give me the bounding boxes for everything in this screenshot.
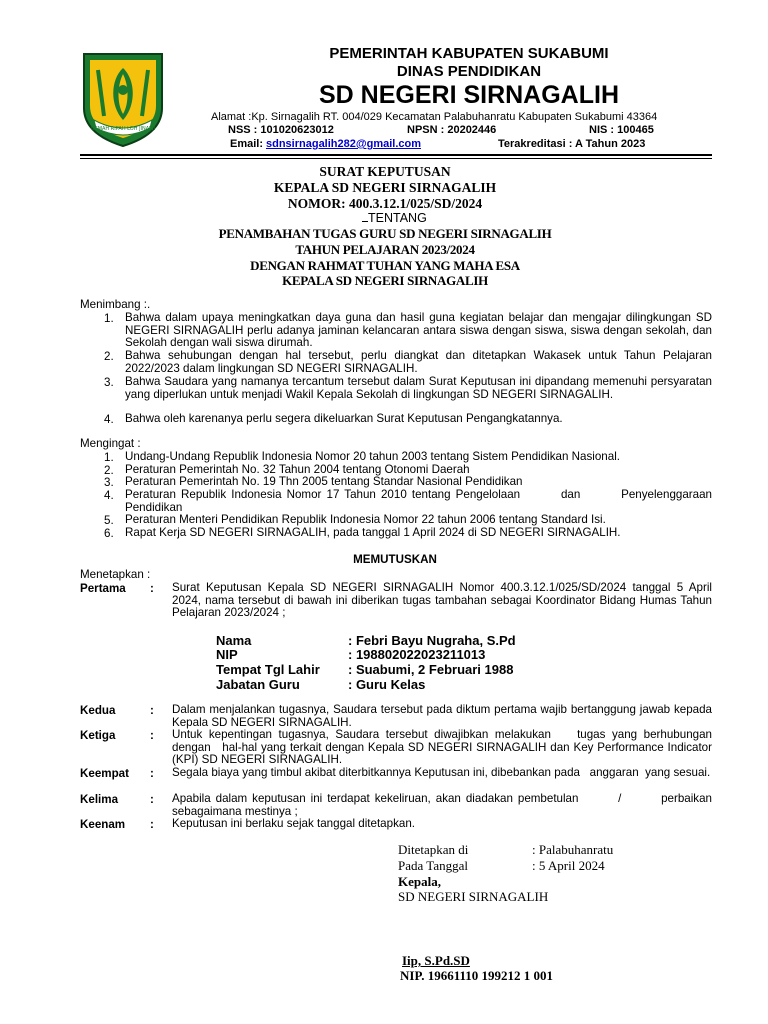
- identity-label: Tempat Tgl Lahir: [216, 662, 320, 677]
- menimbang-number: 2.: [104, 350, 114, 363]
- clause-colon: :: [150, 729, 154, 742]
- mengingat-item: Peraturan Pemerintah No. 32 Tahun 2004 tentang Otonomi Daerah: [125, 463, 470, 476]
- mengingat-item: Peraturan Pemerintah No. 19 Thn 2005 tentang Standar Nasional Pendidikan: [125, 475, 523, 488]
- mengingat-item: Peraturan Menteri Pendidikan Republik Indonesia Nomor 22 tahun 2006 tentang Standard Isi.: [125, 513, 606, 526]
- mengingat-number: 2.: [104, 464, 114, 477]
- clause-colon: :: [150, 582, 154, 595]
- menimbang-number: 1.: [104, 312, 114, 325]
- clause-label: Keempat: [80, 767, 129, 780]
- doc-invocation: DENGAN RAHMAT TUHAN YANG MAHA ESA: [250, 258, 520, 273]
- regency-emblem-logo: [80, 50, 166, 148]
- menimbang-item: Bahwa sehubungan dengan hal tersebut, perlu diangkat dan ditetapkan Wakasek untuk Tahun Pelajaran 2022/2023 dalam lingkungan SD NEGERI SIRNAGALIH.: [125, 349, 712, 375]
- identity-label: Nama: [216, 633, 252, 648]
- clause-label: Pertama: [80, 582, 126, 595]
- identity-label: Jabatan Guru: [216, 677, 300, 692]
- identity-value: : Febri Bayu Nugraha, S.Pd: [348, 633, 516, 648]
- signature-place-label: Ditetapkan di: [398, 842, 469, 857]
- clause-text: Dalam menjalankan tugasnya, Saudara tersebut pada diktum pertama wajib bertanggung jawab kepada Kepala SD NEGERI SIRNAGALIH.: [172, 703, 712, 729]
- signature-position: Kepala,: [398, 874, 441, 889]
- clause-colon: :: [150, 767, 154, 780]
- mengingat-number: 4.: [104, 489, 114, 502]
- header-accreditation: Terakreditasi : A Tahun 2023: [498, 138, 646, 150]
- clause-label: Kedua: [80, 704, 116, 717]
- mengingat-number: 1.: [104, 451, 114, 464]
- identity-value: : 198802022023211013: [348, 647, 486, 662]
- clause-label: Ketiga: [80, 729, 116, 742]
- header-address: Alamat :Kp. Sirnagalih RT. 004/029 Kecamatan Palabuhanratu Kabupaten Sukabumi 43364: [211, 111, 658, 123]
- doc-subject: PENAMBAHAN TUGAS GURU SD NEGERI SIRNAGALIH: [218, 226, 552, 241]
- logo-motto: GEMAH RIPAH LOH JINAWI: [90, 126, 156, 132]
- mengingat-item: Undang-Undang Republik Indonesia Nomor 20 tahun 2003 tentang Sistem Pendidikan Nasional.: [125, 450, 620, 463]
- doc-title-issuer: KEPALA SD NEGERI SIRNAGALIH: [273, 180, 497, 195]
- mengingat-heading: Mengingat :: [80, 437, 141, 450]
- clause-label: Keenam: [80, 818, 126, 831]
- menimbang-item: Bahwa dalam upaya meningkatkan daya guna dan hasil guna kegiatan belajar dan mengajar dilingkungan SD NEGERI SIRNAGALIH perlu adanya jaminan kelancaran antara siswa dengan siswa, siswa dengan sekolah, dan Sekolah dengan wali siswa dirumah.: [125, 311, 712, 349]
- mengingat-item: Rapat Kerja SD NEGERI SIRNAGALIH, pada tanggal 1 April 2024 di SD NEGERI SIRNAGALIH.: [125, 526, 621, 539]
- header-email-link[interactable]: sdnsirnagalih282@gmail.com: [266, 138, 421, 150]
- header-npsn: NPSN : 20202446: [407, 124, 497, 136]
- memutuskan-heading: MEMUTUSKAN: [353, 553, 437, 566]
- clause-text: Untuk kepentingan tugasnya, Saudara tersebut diwajibkan melakukan tugas yang berhubungan dengan hal-hal yang terkait dengan Kepala SD NEGERI SIRNAGALIH dan Key Performance Indicator (KPI) SD NEGERI SIRNAGALIH.: [172, 728, 716, 766]
- doc-about: TENTANG: [362, 211, 427, 225]
- menimbang-number: 3.: [104, 376, 114, 389]
- header-nis: NIS : 100465: [589, 124, 654, 136]
- signature-nip: NIP. 19661110 199212 1 001: [400, 968, 554, 983]
- menimbang-heading: Menimbang :.: [80, 298, 151, 311]
- signature-name: Iip, S.Pd.SD: [402, 953, 470, 968]
- clause-text: Apabila dalam keputusan ini terdapat kekeliruan, akan diadakan pembetulan / perbaikan sebagaimana mestinya ;: [172, 792, 716, 818]
- header-divider-thick: [80, 154, 712, 156]
- doc-academic-year: TAHUN PELAJARAN 2023/2024: [295, 242, 475, 257]
- clause-text: Segala biaya yang timbul akibat diterbitkannya Keputusan ini, dibebankan pada anggaran yang sesuai.: [172, 766, 711, 779]
- header-email-label: Email:: [230, 138, 264, 150]
- header-nss: NSS : 101020623012: [228, 124, 334, 136]
- clause-colon: :: [150, 704, 154, 717]
- menimbang-item: Bahwa Saudara yang namanya tercantum tersebut dalam Surat Keputusan ini dipandang memenuhi persyaratan yang diperlukan untuk menjadi Wakil Kepala Sekolah di lingkungan SD NEGERI SIRNAGALIH.: [125, 375, 712, 401]
- clause-text: Keputusan ini berlaku sejak tanggal ditetapkan.: [172, 817, 415, 830]
- mengingat-number: 6.: [104, 527, 114, 540]
- identity-value: : Suabumi, 2 Februari 1988: [348, 662, 514, 677]
- menetapkan-heading: Menetapkan :: [80, 568, 151, 581]
- header-government: PEMERINTAH KABUPATEN SUKABUMI: [329, 45, 609, 62]
- clause-colon: :: [150, 793, 154, 806]
- mengingat-number: 3.: [104, 476, 114, 489]
- clause-colon: :: [150, 818, 154, 831]
- header-department: DINAS PENDIDIKAN: [396, 63, 542, 80]
- identity-value: : Guru Kelas: [348, 677, 426, 692]
- mengingat-number: 5.: [104, 514, 114, 527]
- doc-number: NOMOR: 400.3.12.1/025/SD/2024: [287, 196, 483, 211]
- signature-date-value: : 5 April 2024: [532, 858, 605, 873]
- header-school-name: SD NEGERI SIRNAGALIH: [318, 81, 620, 109]
- header-divider-thin: [80, 158, 712, 159]
- menimbang-item: Bahwa oleh karenanya perlu segera dikeluarkan Surat Keputusan Pengangkatannya.: [125, 412, 563, 425]
- doc-title: SURAT KEPUTUSAN: [319, 164, 451, 179]
- signature-date-label: Pada Tanggal: [398, 858, 468, 873]
- clause-text: Surat Keputusan Kepala SD NEGERI SIRNAGALIH Nomor 400.3.12.1/025/SD/2024 tanggal 5 April 2024, nama tersebut di bawah ini diberikan tugas tambahan sebagai Koordinator Bidang Humas Tahun Pelajaran 2023/2024 ;: [172, 581, 712, 619]
- mengingat-item: Peraturan Republik Indonesia Nomor 17 Tahun 2010 tentang Pengelolaan dan Penyelenggaraan Pendidikan: [125, 488, 716, 514]
- signature-place-value: : Palabuhanratu: [532, 842, 614, 857]
- menimbang-number: 4.: [104, 413, 114, 426]
- signature-school: SD NEGERI SIRNAGALIH: [398, 889, 549, 904]
- identity-label: NIP: [216, 647, 238, 662]
- clause-label: Kelima: [80, 793, 119, 806]
- doc-authority: KEPALA SD NEGERI SIRNAGALIH: [282, 273, 488, 288]
